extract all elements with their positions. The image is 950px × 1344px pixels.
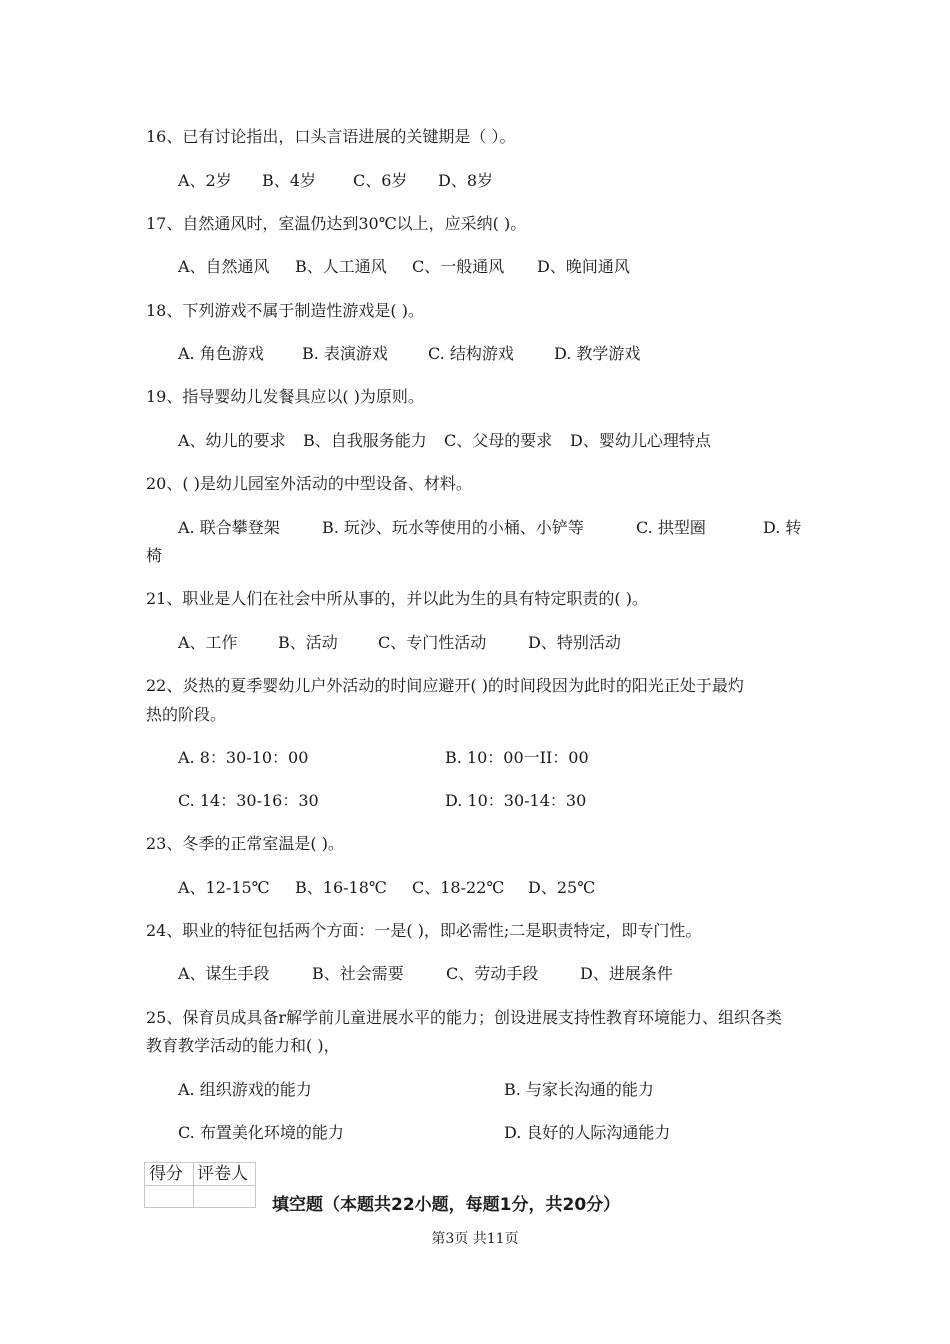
question-25-stem: 25、保育员成具备r解学前儿童进展水平的能力；创设进展支持性教育环境能力、组织各类 xyxy=(146,1008,783,1027)
question-20-stem: 20、( )是幼儿园室外活动的中型设备、材料。 xyxy=(146,474,472,493)
grader-label: 评卷人 xyxy=(197,1164,248,1184)
q21-option-d: D、特别活动 xyxy=(528,633,621,652)
question-16-stem: 16、已有讨论指出，口头言语进展的关键期是（ ）。 xyxy=(146,127,516,146)
q21-option-a: A、工作 xyxy=(178,633,238,652)
q16-option-a: A、2岁 xyxy=(178,171,232,190)
q24-option-d: D、进展条件 xyxy=(580,964,673,983)
q17-option-d: D、晚间通风 xyxy=(537,257,630,276)
q18-option-b: B. 表演游戏 xyxy=(302,344,388,363)
q23-option-a: A、12-15℃ xyxy=(178,878,270,897)
question-22-stem: 22、炎热的夏季婴幼儿户外活动的时间应避开( )的时间段因为此时的阳光正处于最灼 xyxy=(146,676,744,695)
question-18-stem: 18、下列游戏不属于制造性游戏是( )。 xyxy=(146,301,424,320)
q20-option-c: C. 拱型圈 xyxy=(636,518,706,537)
q19-option-a: A、幼儿的要求 xyxy=(178,431,286,450)
q20-option-d-continuation: 椅 xyxy=(146,546,163,565)
q22-option-a: A. 8：30-10：00 xyxy=(178,748,309,767)
q18-option-c: C. 结构游戏 xyxy=(428,344,514,363)
q23-option-b: B、16-18℃ xyxy=(295,878,387,897)
q25-option-a: A. 组织游戏的能力 xyxy=(178,1080,312,1099)
question-22-stem-continuation: 热的阶段。 xyxy=(146,705,227,724)
question-25-stem-continuation: 教育教学活动的能力和( )， xyxy=(146,1036,340,1055)
q18-option-d: D. 教学游戏 xyxy=(554,344,641,363)
q25-option-d: D. 良好的人际沟通能力 xyxy=(504,1123,671,1142)
q17-option-b: B、人工通风 xyxy=(295,257,387,276)
question-23-stem: 23、冬季的正常室温是( )。 xyxy=(146,834,344,853)
q22-option-d: D. 10：30-14：30 xyxy=(445,791,587,810)
q23-option-c: C、18-22℃ xyxy=(412,878,505,897)
q20-option-d: D. 转 xyxy=(763,518,802,537)
score-label: 得分 xyxy=(149,1164,183,1184)
q25-option-b: B. 与家长沟通的能力 xyxy=(504,1080,654,1099)
question-19-stem: 19、指导婴幼儿发餐具应以( )为原则。 xyxy=(146,387,424,406)
q24-option-b: B、社会需要 xyxy=(312,964,404,983)
q20-option-b: B. 玩沙、玩水等使用的小桶、小铲等 xyxy=(322,518,584,537)
question-17-stem: 17、自然通风时，室温仍达到30℃以上，应采纳( )。 xyxy=(146,214,527,233)
question-24-stem: 24、职业的特征包括两个方面：一是( )，即必需性;二是职责特定，即专门性。 xyxy=(146,921,702,940)
q16-option-c: C、6岁 xyxy=(353,171,408,190)
q24-option-a: A、谋生手段 xyxy=(178,964,270,983)
score-box xyxy=(144,1162,256,1208)
q19-option-c: C、父母的要求 xyxy=(444,431,553,450)
q21-option-b: B、活动 xyxy=(278,633,338,652)
q18-option-a: A. 角色游戏 xyxy=(178,344,264,363)
q17-option-a: A、自然通风 xyxy=(178,257,270,276)
q19-option-d: D、婴幼儿心理特点 xyxy=(570,431,711,450)
q17-option-c: C、一般通风 xyxy=(412,257,505,276)
q21-option-c: C、专门性活动 xyxy=(378,633,487,652)
q24-option-c: C、劳动手段 xyxy=(446,964,539,983)
q16-option-d: D、8岁 xyxy=(438,171,494,190)
q22-option-c: C. 14：30-16：30 xyxy=(178,791,319,810)
q25-option-c: C. 布置美化环境的能力 xyxy=(178,1123,344,1142)
q20-option-a: A. 联合攀登架 xyxy=(178,518,280,537)
q23-option-d: D、25℃ xyxy=(528,878,596,897)
score-box-row-divider xyxy=(145,1185,255,1186)
question-21-stem: 21、职业是人们在社会中所从事的，并以此为生的具有特定职责的( )。 xyxy=(146,589,648,608)
q22-option-b: B. 10：00一II：00 xyxy=(445,748,589,767)
page-footer: 第3页 共11页 xyxy=(431,1231,519,1247)
q16-option-b: B、4岁 xyxy=(262,171,316,190)
q19-option-b: B、自我服务能力 xyxy=(303,431,427,450)
section-title: 填空题（本题共22小题，每题1分，共20分） xyxy=(272,1195,621,1215)
